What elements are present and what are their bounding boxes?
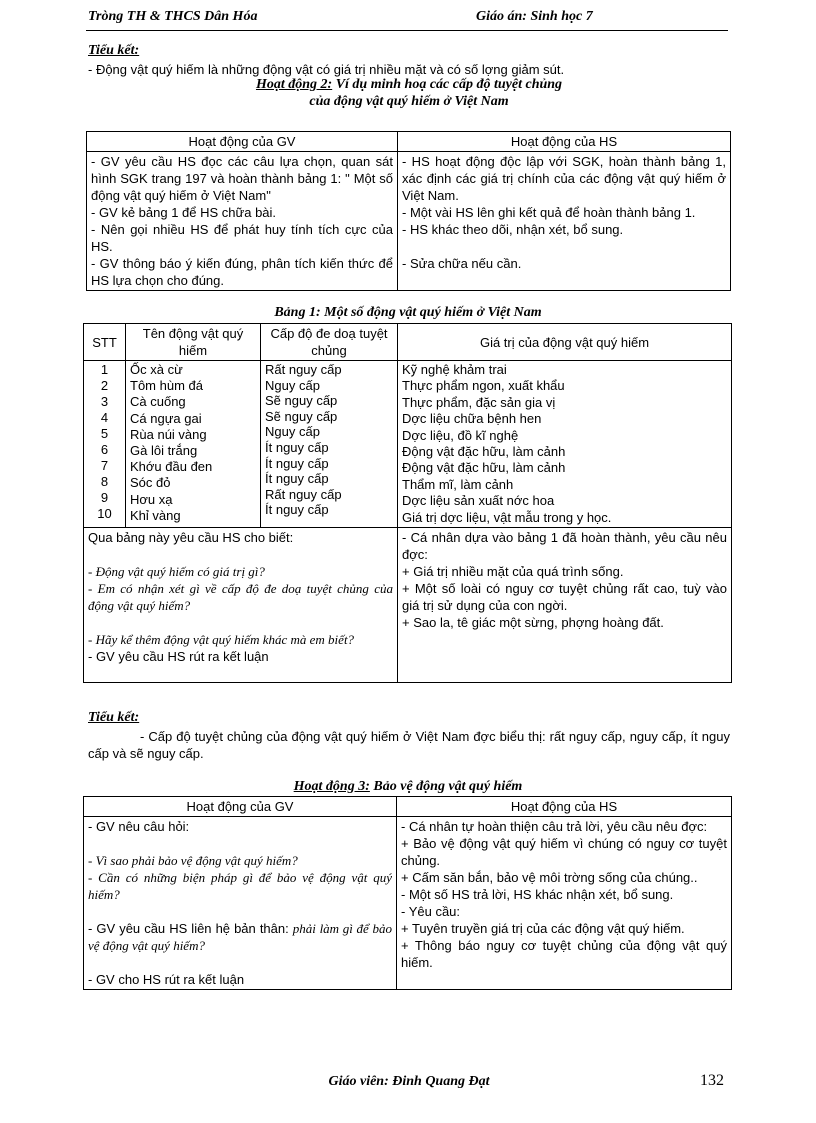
- activity2-table: [86, 131, 731, 291]
- table-cell: Động vật đặc hữu, làm cảnh: [402, 460, 566, 476]
- question-intro: Qua bảng này yêu cầu HS cho biết:: [88, 530, 294, 546]
- table-cell: Khớu đầu đen: [130, 459, 213, 475]
- question-cell: [84, 528, 398, 683]
- activity3-hs-line: + Tuyên truyền giá trị của các động vật quý hiếm.: [401, 921, 685, 936]
- answer-1: - Cá nhân dựa vào bảng 1 đã hoàn thành, yêu cầu nêu đợc:: [402, 530, 727, 563]
- col-stt: STT: [84, 324, 126, 361]
- table-cell: Thực phẩm, đặc sản gia vị: [402, 394, 556, 410]
- value-cell: [398, 361, 732, 528]
- table-cell: Gà lôi trắng: [130, 443, 198, 459]
- table-cell: 3: [100, 394, 109, 409]
- activity3-hs-line: + Thông báo nguy cơ tuyệt chủng của động vật quý hiếm.: [401, 938, 727, 970]
- activity3-hs-line: - Cá nhân tự hoàn thiện câu trả lời, yêu cầu nêu đợc:: [401, 819, 708, 834]
- col-name: Tên động vật quý hiếm: [126, 324, 261, 361]
- header-divider: [86, 30, 728, 31]
- activity3-gv-line: - GV nêu câu hỏi:: [88, 819, 190, 834]
- species-table: [83, 323, 732, 683]
- activity3-col-gv: Hoạt động của GV: [84, 797, 397, 817]
- table-cell: Sóc đỏ: [130, 475, 171, 491]
- table-cell: 7: [100, 458, 109, 473]
- activity3-gv4-italic: phải làm gì để bảo vệ động vật quý hiếm?: [88, 921, 392, 953]
- table-cell: 5: [100, 426, 109, 441]
- activity2-gv-line: - GV thông báo ý kiến đúng, phân tích kiến thức để HS lựa chọn cho đúng.: [91, 256, 393, 288]
- table-cell: 4: [100, 410, 109, 425]
- stt-cell: [84, 361, 126, 528]
- table-cell: Rất nguy cấp: [265, 362, 342, 377]
- activity3-table: [83, 796, 732, 990]
- summary2-title: Tiểu kết:: [88, 710, 140, 725]
- summary1-title: Tiểu kết:: [88, 43, 140, 58]
- table-cell: Sẽ nguy cấp: [265, 408, 338, 424]
- activity3-gv4-prefix: - GV yêu cầu HS liên hệ bản thân:: [88, 921, 293, 936]
- table-cell: Động vật đặc hữu, làm cảnh: [402, 444, 566, 460]
- question-1: - Động vật quý hiếm có giá trị gì?: [88, 564, 265, 580]
- activity3-gv-line: - Vì sao phải bảo vệ động vật quý hiếm?: [88, 853, 298, 868]
- header-school: Tròng TH & THCS Dân Hóa: [88, 9, 258, 24]
- table-cell: Nguy cấp: [265, 424, 320, 440]
- table-cell: 1: [100, 362, 109, 377]
- table-cell: Thực phẩm ngon, xuất khẩu: [402, 378, 565, 394]
- table-cell: Ít nguy cấp: [265, 455, 329, 471]
- summary1-text: - Động vật quý hiếm là những động vật có giá trị nhiều mặt và có số lợng giảm sút.: [88, 62, 565, 77]
- name-cell: [126, 361, 261, 528]
- table-cell: 10: [97, 506, 112, 521]
- activity2-hs-line: - Sửa chữa nếu cần.: [402, 256, 522, 271]
- answer-4: + Sao la, tê giác một sừng, phợng hoàng đất.: [402, 615, 664, 631]
- page-number: 132: [700, 1072, 724, 1089]
- answer-2: + Giá trị nhiều mặt của quá trình sống.: [402, 564, 624, 580]
- activity2-hs-line: - HS hoạt động độc lập với SGK, hoàn thành bảng 1, xác định các giá trị chính của các động vật quý hiếm ở Việt Nam.: [402, 154, 726, 203]
- activity2-gv-cell: [87, 152, 398, 291]
- table-cell: Ít nguy cấp: [265, 502, 329, 518]
- table-cell: Sẽ nguy cấp: [265, 393, 338, 409]
- activity2-gv-line: - GV yêu cầu HS đọc các câu lựa chọn, quan sát hình SGK trang 197 và hoàn thành bảng 1: " Một số động vật quý hiếm ở Việt Nam": [91, 154, 393, 203]
- table-cell: Nguy cấp: [265, 377, 320, 393]
- table-cell: Kỹ nghệ khảm trai: [402, 362, 507, 377]
- activity2-title-rest: Ví dụ minh hoạ các cấp độ tuyệt chủng: [332, 77, 563, 92]
- activity2-hs-cell: [398, 152, 731, 291]
- table-cell: Cá ngựa gai: [130, 410, 202, 426]
- activity3-hs-line: + Cấm săn bắn, bảo vệ môi trờng sống của chúng..: [401, 870, 698, 885]
- activity2-title: [88, 77, 730, 93]
- table-cell: Tôm hùm đá: [130, 378, 203, 394]
- table-cell: 2: [100, 378, 109, 393]
- activity2-col-gv: Hoạt động của GV: [87, 132, 398, 152]
- activity2-col-hs: Hoạt động của HS: [398, 132, 731, 152]
- table-cell: Cà cuống: [130, 394, 186, 410]
- activity3-gv-line: - GV cho HS rút ra kết luận: [88, 972, 245, 987]
- activity3-hs-cell: [397, 817, 732, 990]
- table-cell: Hơu xạ: [130, 491, 173, 507]
- table-cell: Thẩm mĩ, làm cảnh: [402, 476, 514, 492]
- activity3-gv-cell: [84, 817, 397, 990]
- table-cell: Dợc liệu, đồ kĩ nghệ: [402, 427, 519, 443]
- table-cell: 8: [100, 474, 109, 489]
- summary2-text: - Cấp độ tuyệt chủng của động vật quý hiếm ở Việt Nam đợc biểu thị: rất nguy cấp, nguy cấp, ít nguy cấp và sẽ nguy cấp.: [88, 729, 730, 761]
- table-cell: Ít nguy cấp: [265, 471, 329, 487]
- activity3-title-rest: Bảo vệ động vật quý hiếm: [369, 779, 523, 794]
- activity3-gv-line: - Cần có những biện pháp gì để bảo vệ động vật quý hiếm?: [88, 870, 392, 902]
- col-value: Giá trị của động vật quý hiếm: [398, 324, 732, 361]
- col-level: Cấp độ đe doạ tuyệt chủng: [261, 324, 398, 361]
- table-cell: Khỉ vàng: [130, 507, 181, 523]
- table-cell: Ít nguy cấp: [265, 439, 329, 455]
- table-cell: 9: [100, 490, 109, 505]
- activity3-title: [86, 779, 730, 795]
- table1-title: Bảng 1: Một số động vật quý hiếm ở Việt Nam: [274, 305, 542, 320]
- table-cell: Dợc liệu chữa bệnh hen: [402, 411, 542, 427]
- table-cell: Rất nguy cấp: [265, 486, 342, 502]
- question-3: - Hãy kể thêm động vật quý hiếm khác mà em biết?: [88, 632, 355, 648]
- answer-cell: [398, 528, 732, 683]
- activity3-hs-line: - Một số HS trả lời, HS khác nhận xét, bổ sung.: [401, 887, 674, 902]
- level-cell: [261, 361, 398, 528]
- question-4: - GV yêu cầu HS rút ra kết luận: [88, 649, 269, 665]
- header-subject: Giáo án: Sinh học 7: [476, 9, 593, 24]
- table-cell: Giá trị dợc liệu, vật mẫu trong y học.: [402, 509, 612, 525]
- table-cell: Rùa núi vàng: [130, 426, 207, 442]
- question-2: - Em có nhận xét gì về cấp độ đe doạ tuyệt chủng của động vật quý hiếm?: [88, 581, 393, 614]
- activity2-title-line2: của động vật quý hiếm ở Việt Nam: [309, 94, 509, 109]
- answer-3: + Một số loài có nguy cơ tuyệt chủng rất cao, tuỳ vào giá trị sử dụng của con ngời.: [402, 581, 727, 614]
- activity2-gv-line: - Nên gọi nhiều HS để phát huy tính tích cực của HS.: [91, 222, 393, 254]
- activity3-col-hs: Hoạt động của HS: [397, 797, 732, 817]
- activity3-hs-line: + Bảo vệ động vật quý hiếm vì chúng có nguy cơ tuyệt chủng.: [401, 836, 727, 868]
- table-cell: Dợc liệu sản xuất nớc hoa: [402, 493, 555, 509]
- table-cell: 6: [100, 442, 109, 457]
- activity3-gv-line: [88, 920, 392, 954]
- activity2-hs-line: - Một vài HS lên ghi kết quả để hoàn thành bảng 1.: [402, 205, 696, 220]
- activity3-hs-line: - Yêu cầu:: [401, 904, 461, 919]
- activity3-label: Hoạt động 3:: [293, 779, 370, 794]
- activity2-label: Hoạt động 2:: [255, 77, 333, 92]
- footer-teacher: Giáo viên: Đinh Quang Đạt: [328, 1074, 490, 1089]
- table-cell: Ốc xà cừ: [130, 362, 183, 377]
- activity2-gv-line: - GV kẻ bảng 1 để HS chữa bài.: [91, 205, 277, 220]
- activity2-hs-line: - HS khác theo dõi, nhận xét, bổ sung.: [402, 222, 624, 237]
